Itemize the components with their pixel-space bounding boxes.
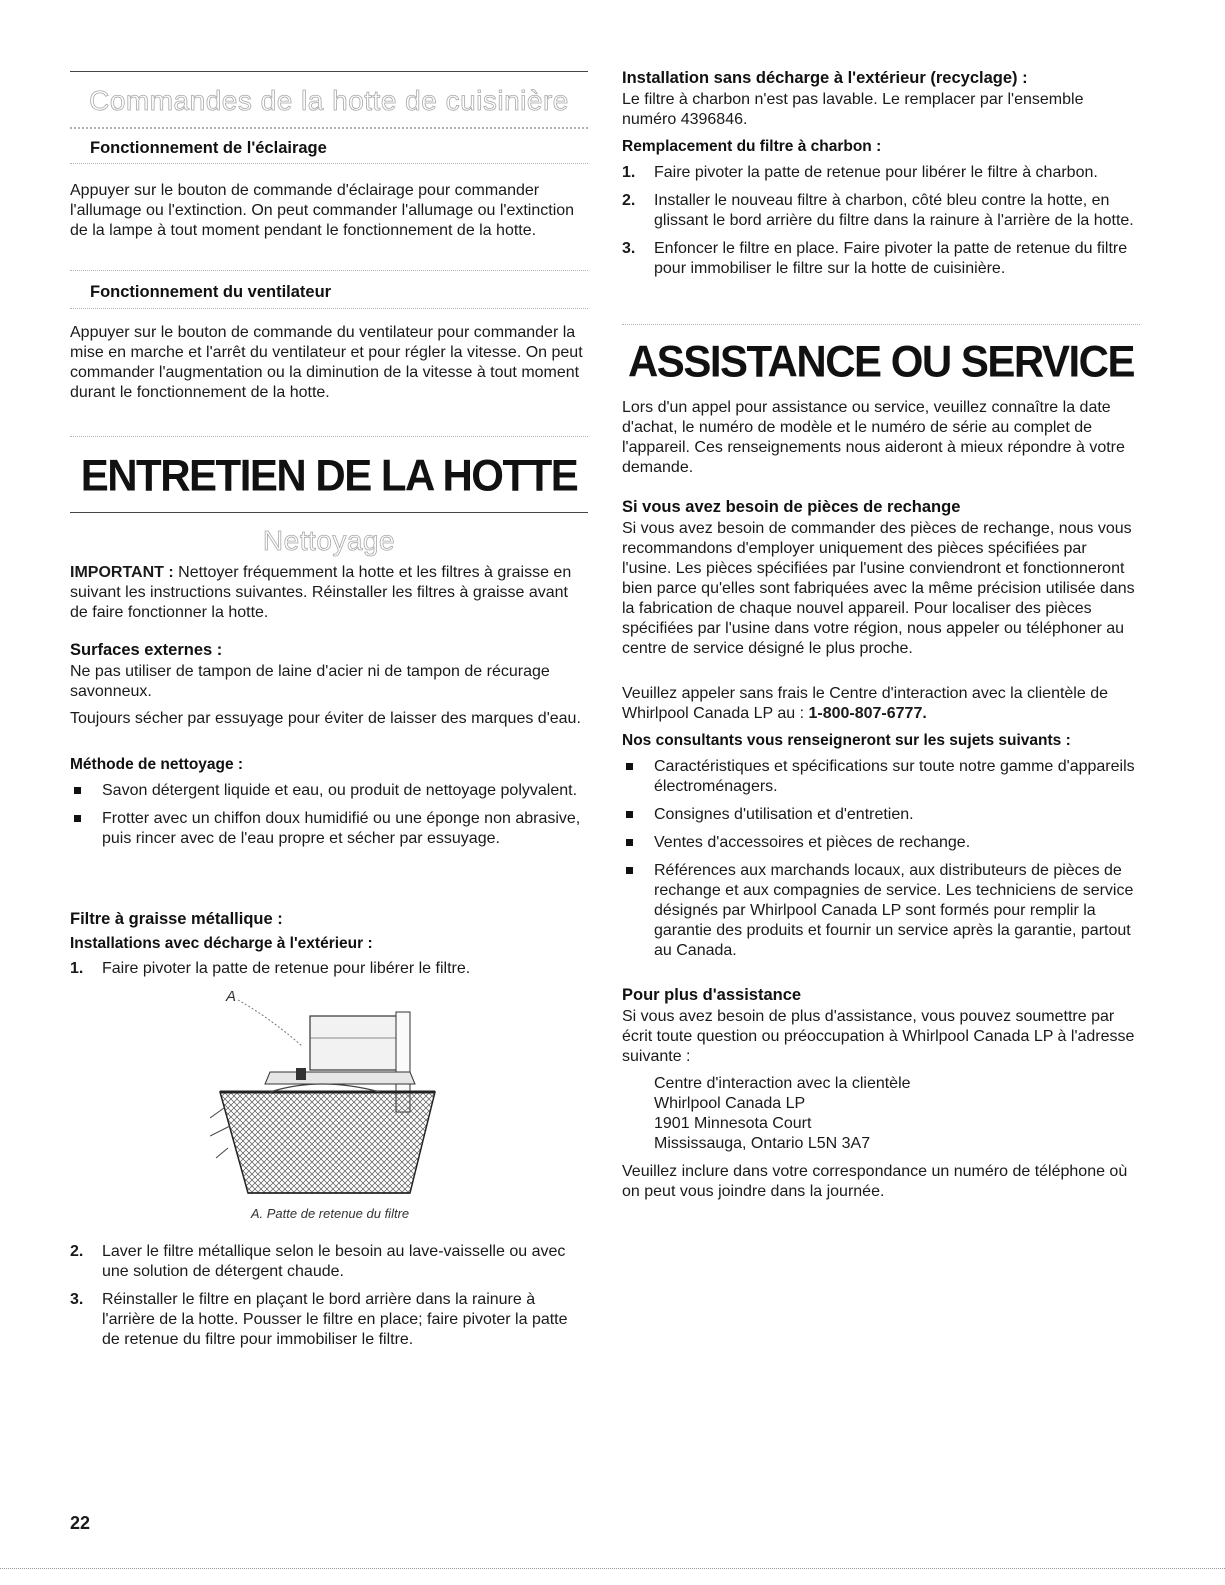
recycle-text: Le filtre à charbon n'est pas lavable. Le remplacer par l'ensemble numéro 4396846.	[622, 91, 1084, 128]
divider	[70, 436, 588, 437]
list-item: 2. Laver le filtre métallique selon le besoin au lave-vaisselle ou avec une solution de détergent chaude.	[70, 1243, 566, 1280]
page-number: 22	[70, 1513, 91, 1533]
figure-label: A	[226, 988, 237, 1005]
section-title-controls: Commandes de la hotte de cuisinière	[89, 85, 569, 116]
section-rule	[70, 71, 588, 72]
maintenance-title: ENTRETIEN DE LA HOTTE	[80, 450, 578, 501]
list-item: Caractéristiques et spécifications sur toute notre gamme d'appareils électroménagers.	[622, 757, 1140, 797]
external-p1: Ne pas utiliser de tampon de laine d'acier ni de tampon de récurage savonneux.	[70, 663, 550, 700]
closing-text: Veuillez inclure dans votre correspondance un numéro de téléphone où on peut vous joindre dans la journée.	[622, 1163, 1128, 1200]
bullet-icon	[626, 811, 633, 818]
consultants-heading: Nos consultants vous renseigneront sur les sujets suivants :	[622, 732, 1071, 749]
mailing-address: Centre d'interaction avec la clientèle Whirlpool Canada LP 1901 Minnesota Court Mississauga, Ontario L5N 3A7	[654, 1075, 911, 1152]
list-item: Références aux marchands locaux, aux distributeurs de pièces de rechange et aux compagnies de service. Les techniciens de service désignés par Whirlpool Canada LP sont formés pour remplir la garantie des produits et fournir un service après la garantie, partout au Canada.	[622, 861, 1140, 961]
bullet-icon	[626, 867, 633, 874]
metal-filter-heading: Filtre à graisse métallique :	[70, 910, 283, 928]
important-text: Nettoyer fréquemment la hotte et les filtres à graisse en suivant les instructions suivantes. Réinstaller les filtres à graisse avant de faire fonctionner la hotte.	[70, 564, 572, 621]
recycle-heading: Installation sans décharge à l'extérieur (recyclage) :	[622, 69, 1028, 87]
assistance-intro: Lors d'un appel pour assistance ou service, veuillez connaître la date d'achat, le numéro de modèle et le numéro de série au complet de l'appareil. Ces renseignements nous aideront à mieux répondre à votre demande.	[622, 399, 1125, 476]
list-item: Frotter avec un chiffon doux humidifié ou une éponge non abrasive, puis rincer avec de l'eau propre et sécher par essuyage.	[70, 809, 588, 849]
step-list	[70, 959, 588, 987]
charcoal-heading: Remplacement du filtre à charbon :	[622, 138, 882, 155]
more-help-text: Si vous avez besoin de plus d'assistance, vous pouvez soumettre par écrit toute question ou préoccupation à Whirlpool Canada LP à l'adresse suivante :	[622, 1008, 1135, 1065]
external-surfaces-heading: Surfaces externes :	[70, 641, 223, 659]
consultant-list	[622, 757, 1140, 969]
list-item: Consignes d'utilisation et d'entretien.	[622, 805, 1140, 825]
list-item: 3. Enfoncer le filtre en place. Faire pivoter la patte de retenue du filtre pour immobiliser le filtre sur la hotte de cuisinière.	[622, 240, 1128, 277]
fan-heading: Fonctionnement du ventilateur	[90, 283, 332, 301]
divider	[70, 308, 588, 309]
bullet-icon	[74, 815, 81, 822]
parts-text: Si vous avez besoin de commander des pièces de rechange, nous vous recommandons d'employer uniquement des pièces spécifiées par l'usine. Les pièces spécifiées par l'usine conviendront et fonctionneront bien parce qu'elles sont fabriquées avec la même précision utilisée dans la fabrication de chaque nouvel appareil. Pour localiser des pièces spécifiées par l'usine dans votre région, nous appeler ou téléphoner au centre de service désigné le plus proche.	[622, 520, 1135, 657]
list-item: Ventes d'accessoires et pièces de rechange.	[622, 833, 1140, 853]
method-heading: Méthode de nettoyage :	[70, 756, 244, 773]
section-rule	[70, 512, 588, 513]
lighting-heading: Fonctionnement de l'éclairage	[90, 139, 327, 157]
list-item: 3. Réinstaller le filtre en plaçant le bord arrière dans la rainure à l'arrière de la hotte. Pousser le filtre en place; faire pivoter la patte de retenue du filtre pour immobiliser le filtre.	[70, 1291, 568, 1348]
bullet-icon	[626, 839, 633, 846]
more-help-heading: Pour plus d'assistance	[622, 986, 802, 1004]
important-label: IMPORTANT :	[70, 564, 174, 581]
cleaning-title: Nettoyage	[262, 525, 396, 556]
lighting-text: Appuyer sur le bouton de commande d'éclairage pour commander l'allumage ou l'extinction. On peut commander l'allumage ou l'extinction de la lampe à tout moment pendant le fonctionnement de la hotte.	[70, 182, 575, 239]
call-text: Veuillez appeler sans frais le Centre d'interaction avec la clientèle de Whirlpool Canada LP au : 1-800-807-6777.	[622, 685, 1108, 722]
list-item: Savon détergent liquide et eau, ou produit de nettoyage polyvalent.	[70, 781, 588, 801]
figure-caption: A. Patte de retenue du filtre	[250, 1206, 410, 1221]
phone-number: 1-800-807-6777.	[808, 705, 927, 722]
important-note	[70, 563, 588, 623]
filter-illustration	[210, 988, 450, 1221]
list-item: 2. Installer le nouveau filtre à charbon, côté bleu contre la hotte, en glissant le bord arrière du filtre dans la rainure à l'arrière de la hotte.	[622, 192, 1134, 229]
charcoal-steps	[622, 163, 1140, 287]
method-list	[70, 781, 588, 857]
grease-filter-icon	[210, 988, 450, 1203]
divider	[70, 163, 588, 164]
assistance-title: ASSISTANCE OU SERVICE	[627, 336, 1135, 387]
divider	[622, 324, 1140, 325]
external-p2: Toujours sécher par essuyage pour éviter de laisser des marques d'eau.	[70, 710, 581, 727]
divider	[0, 1568, 1225, 1569]
bullet-icon	[74, 787, 81, 794]
installs-heading: Installations avec décharge à l'extérieur :	[70, 935, 373, 952]
step-list	[70, 1242, 588, 1358]
divider	[70, 270, 588, 271]
list-item: 1. Faire pivoter la patte de retenue pour libérer le filtre à charbon.	[622, 164, 1098, 181]
bullet-icon	[626, 763, 633, 770]
fan-text: Appuyer sur le bouton de commande du ventilateur pour commander la mise en marche et l'arrêt du ventilateur et pour régler la vitesse. On peut commander l'augmentation ou la diminution de la vitesse à tout moment durant le fonctionnement de la hotte.	[70, 324, 583, 401]
divider	[70, 127, 588, 129]
parts-heading: Si vous avez besoin de pièces de rechange	[622, 498, 961, 516]
list-item: 1. Faire pivoter la patte de retenue pour libérer le filtre.	[70, 960, 471, 977]
